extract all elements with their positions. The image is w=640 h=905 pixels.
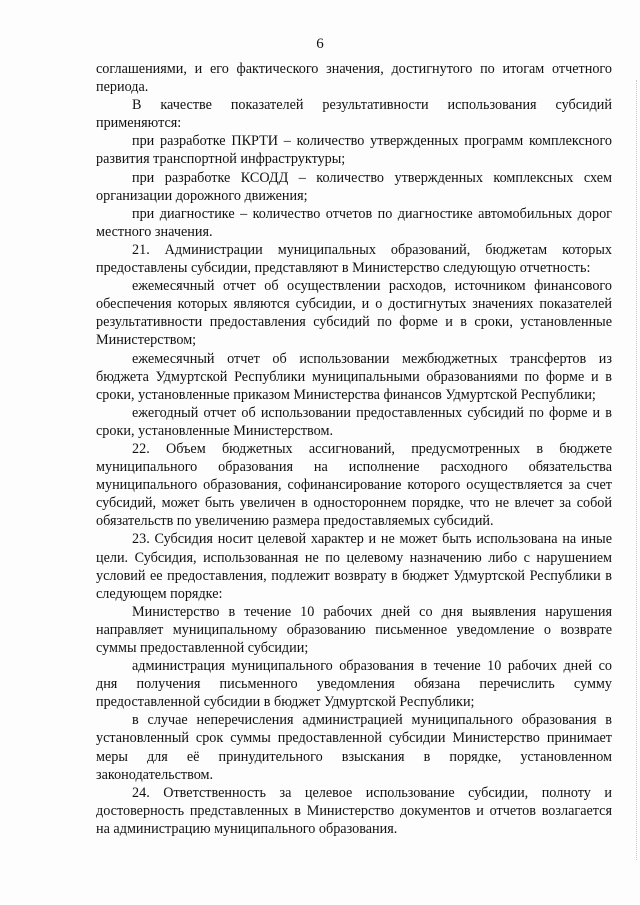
paragraph-item-23: 23. Субсидия носит целевой характер и не может быть использована на иные цели. Субсидия, использованная не по целевому назначению либо с нарушением условий ее предоставления, подлежит возврату в бюджет Удмуртской Республики в следующем порядке:: [96, 531, 612, 602]
document-body: [96, 60, 612, 838]
paragraph-continuation: соглашениями, и его фактического значения, достигнутого по итогам отчетного периода.: [96, 61, 612, 96]
paragraph-indicators-intro: В качестве показателей результативности использования субсидий применяются:: [96, 97, 612, 132]
paragraph-ministry-notice: Министерство в течение 10 рабочих дней со дня выявления нарушения направляет муниципальному образованию письменное уведомление о возврате суммы предоставленной субсидии;: [96, 603, 612, 656]
paragraph-ksodd: при разработке КСОДД – количество утвержденных комплексных схем организации дорожного движения;: [96, 169, 612, 204]
paragraph-administration-transfer: администрация муниципального образования в течение 10 рабочих дней со дня получения письменного уведомления обязана перечислить сумму предоставленной субсидии в бюджет Удмуртской Республики;: [96, 658, 612, 711]
scan-edge-marks: [634, 80, 637, 860]
paragraph-pkrti: при разработке ПКРТИ – количество утвержденных программ комплексного развития транспортной инфраструктуры;: [96, 133, 612, 168]
paragraph-monthly-report-transfers: ежемесячный отчет об использовании межбюджетных трансфертов из бюджета Удмуртской Республики муниципальными образованиями по форме и в сроки, установленные приказом Министерства финансов Удмуртской Республики;: [96, 350, 612, 403]
paragraph-diagnostics: при диагностике – количество отчетов по диагностике автомобильных дорог местного значения.: [96, 205, 612, 240]
page-number: 6: [316, 36, 324, 52]
paragraph-monthly-report-expenses: ежемесячный отчет об осуществлении расходов, источником финансового обеспечения которых являются субсидии, и о достигнутых значениях показателей результативности предоставления субсидий по форме и в сроки, установленные Министерством;: [96, 278, 612, 349]
paragraph-item-21: 21. Администрации муниципальных образований, бюджетам которых предоставлены субсидии, представляют в Министерство следующую отчетность:: [96, 241, 612, 277]
paragraph-annual-report: ежегодный отчет об использовании предоставленных субсидий по форме и в сроки, установленные Министерством.: [96, 404, 612, 439]
paragraph-enforcement: в случае неперечисления администрацией муниципального образования в установленный срок суммы предоставленной субсидии Министерство принимает меры для её принудительного взыскания в порядке, установленном законодательством.: [96, 712, 612, 783]
paragraph-item-24: 24. Ответственность за целевое использование субсидии, полноту и достоверность представленных в Министерство документов и отчетов возлагается на администрацию муниципального образования.: [96, 784, 612, 837]
paragraph-item-22: 22. Объем бюджетных ассигнований, предусмотренных в бюджете муниципального образования на исполнение расходного обязательства муниципального образования, софинансирование которого осуществляется за счет субсидий, может быть увеличен в одностороннем порядке, что не влечет за собой обязательств по увеличению размера предоставляемых субсидий.: [96, 440, 612, 530]
